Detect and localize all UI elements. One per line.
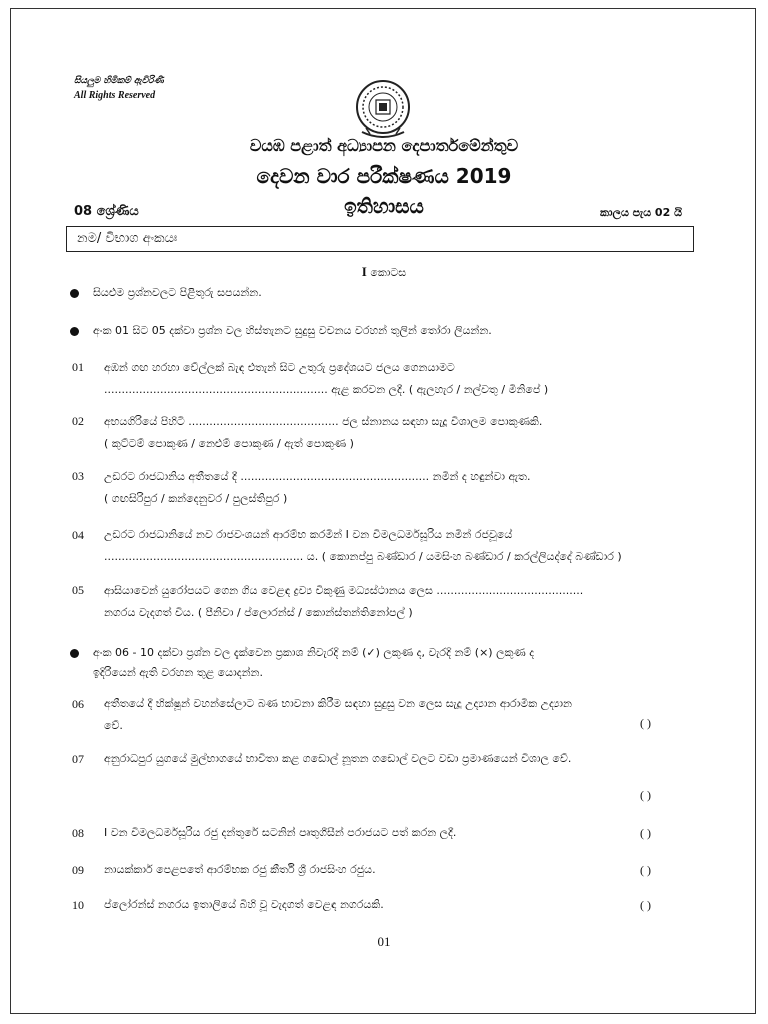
instruction-2 (70, 324, 492, 338)
question-line: උඩරට රාජධානිය අතීතයේ දී ...................................................... නමින් ද හඳුන්වා ඇත. (104, 470, 531, 483)
answer-parentheses[interactable]: ( ) (640, 898, 651, 912)
question-line: උඩරට රාජධානියේ නව රාජවංශයන් ආරම්භ කරමින් I වන විමලධර්මසූරිය නමින් රජවූයේ (104, 528, 513, 541)
question-04 (104, 524, 698, 568)
instruction-text (93, 643, 534, 683)
answer-parentheses[interactable]: ( ) (640, 788, 651, 802)
answer-parentheses[interactable]: ( ) (640, 826, 651, 840)
rights-sinhala: සියලුම හිමිකම් ඇවිරිණි (74, 76, 164, 86)
question-02 (104, 411, 698, 455)
department-title: වයඹ පළාත් අධ්‍යාපන දෙපාර්තමේන්තුව (249, 136, 519, 155)
question-05 (104, 580, 698, 624)
question-number: 06 (72, 697, 84, 711)
answer-parentheses[interactable]: ( ) (640, 863, 651, 877)
question-line: ................................................................ ඇළ කරවන ලදී. ( ඇලහැර / නල්වතු / මිනිපේ ) (104, 383, 549, 396)
question-09 (104, 859, 624, 881)
name-index-label: නම/ විභාග අංකයඃ (77, 231, 178, 246)
time-label: කාලය පැය 02 යි (600, 206, 682, 219)
question-07 (104, 748, 698, 770)
question-line: නගරය වැදගත් විය. ( පීනිවා / ප්ලොරන්ස් / කොන්ස්තන්තිනෝපල් ) (104, 606, 413, 619)
instruction-3 (70, 643, 700, 683)
question-01 (104, 357, 698, 401)
exam-title: දෙවන වාර පරීක්ෂණය 2019 (256, 164, 512, 188)
subject-title: ඉතිහාසය (344, 194, 424, 218)
question-03 (104, 466, 698, 510)
bullet-icon (70, 327, 79, 336)
question-line: වේ. (104, 719, 123, 732)
question-line: ප්ලෝරන්ස් නගරය ඉතාලියේ බිහි වූ වැදගත් වෙළඳ නගරයකි. (104, 898, 384, 911)
question-line: අතීතයේ දී භික්ෂූන් වහන්සේලාට බණ භාවනා කිරීම සඳහා සුදුසු වන ලෙස සැදූ උද්‍යාන ආරාමික උද්‍යාන (104, 697, 572, 710)
question-number: 04 (72, 528, 84, 542)
bullet-icon (70, 649, 79, 658)
question-line: අනුරාධපුර යුගයේ මුල්භාගයේ භාවිතා කළ ගඩොල් නූතන ගඩොල් වලට වඩා ප්‍රමාණයෙන් විශාල වේ. (104, 752, 572, 765)
question-number: 09 (72, 863, 84, 877)
instruction-text: සියළුම ප්‍රශ්නවලට පිළිතුරු සපයන්න. (93, 286, 262, 299)
question-number: 03 (72, 469, 84, 483)
question-line: අඹන් ගඟ හරහා වේල්ලක් බැඳ එතැන් සිට උතුරු ප්‍රදේශයට ජලය ගෙනයාමට (104, 361, 455, 374)
question-line: නායක්කාර් පෙළපතේ ආරම්භක රජු කීර්ති ශ්‍රී රාජසිංහ රජුය. (104, 863, 376, 876)
part-roman: I (361, 264, 367, 279)
instruction-line: අංක 06 - 10 දක්වා ප්‍රශ්න වල දැක්වෙන ප්‍රකාශ නිවැරදි නම් (✓) ලකුණ ද, වැරදි නම් (×) ලකුණ ද (93, 646, 535, 659)
question-06 (104, 693, 698, 737)
question-10 (104, 894, 624, 916)
part-text: කොටස (370, 266, 407, 279)
question-number: 01 (72, 360, 84, 374)
instruction-1 (70, 286, 262, 300)
question-08 (104, 822, 624, 844)
answer-parentheses[interactable]: ( ) (640, 716, 651, 730)
instruction-text: අංක 01 සිට 05 දක්වා ප්‍රශ්න වල හිස්තැනට සුදුසු වචනය වරහන් තුලින් තෝරා ලියන්න. (93, 324, 492, 337)
part-heading (0, 264, 768, 280)
rights-english: All Rights Reserved (74, 90, 156, 101)
page-number: 01 (377, 934, 391, 949)
question-line: I වන විමලධර්මසූරිය රජු දන්තුරේ සටනින් පෘතුගීසීන් පරාජයට පත් කරන ලදී. (104, 826, 457, 839)
question-line: ( කුට්ටම් පොකුණ / නෙළුම් පොකුණ / ඇත් පොකුණ ) (104, 437, 354, 450)
question-line: ආසියාවෙන් යුරෝපයට ගෙන ගිය වෙළඳ ද්‍රව්‍ය විකුණු මධ්‍යස්ථානය ලෙස .......................................... (104, 584, 584, 597)
question-line: ( ගඟසිරිපුර / කන්දෙනුවර / පුලස්තිපුර ) (104, 492, 288, 505)
question-line: ......................................................... ය. ( කොනප්පු බණ්ඩාර / යමසිංහ බණ්ඩාර / කරල්ලියද්දේ බණ්ඩාර ) (104, 550, 622, 563)
question-number: 05 (72, 583, 84, 597)
name-index-field[interactable] (66, 226, 694, 252)
crest-emblem-icon (352, 78, 414, 140)
question-number: 02 (72, 414, 84, 428)
question-number: 08 (72, 826, 84, 840)
question-line: අභයගිරියේ පිහිටි ........................................... ජල ස්නානය සඳහා සැදූ විශාලම පොකුණකි. (104, 415, 543, 428)
bullet-icon (70, 289, 79, 298)
grade-label: 08 ශ්‍රේණිය (74, 204, 139, 219)
question-number: 07 (72, 752, 84, 766)
question-number: 10 (72, 898, 84, 912)
instruction-line: ඉදිරියෙන් ඇති වරහන තුළ යොදන්න. (93, 666, 263, 679)
